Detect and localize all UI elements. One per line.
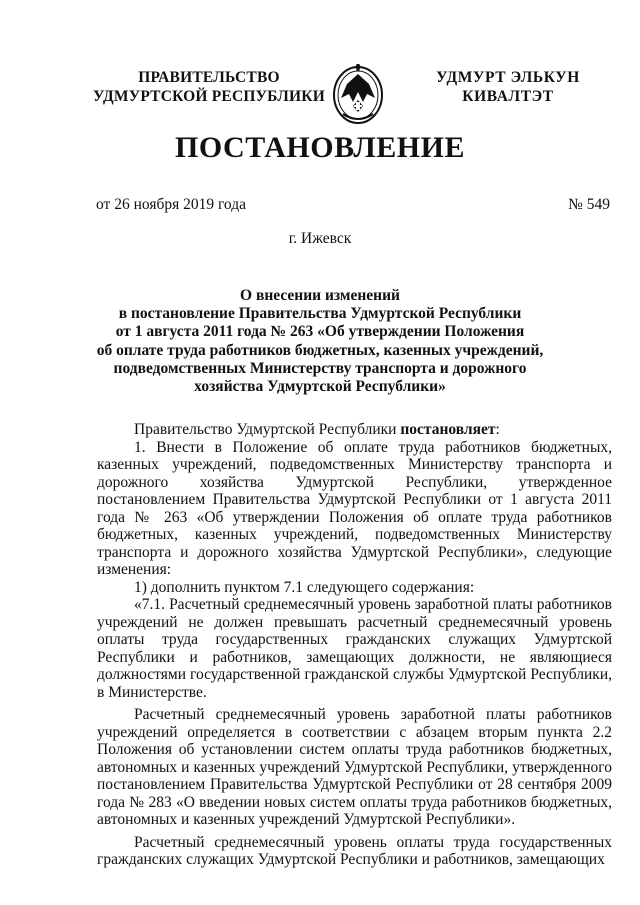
coat-of-arms-icon [329,62,387,128]
document-subject [0,287,640,396]
intro-colon: : [495,421,500,438]
issuer-name-udmurt [418,68,598,106]
subject-line: от 1 августа 2011 года № 263 «Об утверждении Положения [115,323,525,341]
document-header [0,62,640,122]
intro-text: Правительство Удмуртской Республики [134,421,401,438]
issuer-name-russian [84,68,334,106]
body-paragraph: «7.1. Расчетный среднемесячный уровень заработной платы работников учреждений не должен превышать расчетный среднемесячный уровень оплаты труда государственных гражданских служащих Удмуртской Республики и работников, замещающих должности, не являющиеся должностями государственной гражданской службы Удмуртской Республики, в Министерстве. [97,596,612,701]
subject-line: в постановление Правительства Удмуртской Республики [118,305,522,323]
decree-intro-paragraph [97,421,612,439]
subject-line: подведомственных Министерству транспорта и дорожного [113,359,527,377]
document-body [97,421,612,869]
body-paragraph: 1. Внести в Положение об оплате труда работников бюджетных, казенных учреждений, подведомственных Министерству транспорта и дорожного хозяйства Удмуртской Республики, утвержденное постановлением Правительства Удмуртской Республики от 1 августа 2011 года № 263 «Об утверждении Положения об оплате труда работников бюджетных, казенных учреждений, подведомственных Министерству транспорта и дорожного хозяйства Удмуртской Республики», следующие изменения: [97,438,612,578]
issuer-name-line: УДМУРТСКОЙ РЕСПУБЛИКИ [93,88,325,105]
subject-line: об оплате труда работников бюджетных, казенных учреждений, [96,341,544,359]
document-date: от 26 ноября 2019 года [96,196,247,213]
body-paragraph: Расчетный среднемесячный уровень заработной платы работников учреждений определяется в соответствии с абзацем вторым пункта 2.2 Положения об установлении систем оплаты труда работников бюджетных, автономных и казенных учреждений Удмуртской Республики, утвержденного постановлением Правительства Удмуртской Республики от 28 сентября 2009 года № 283 «О введении новых систем оплаты труда работников бюджетных, автономных и казенных учреждений Удмуртской Республики». [97,706,612,828]
issuer-name-line: УДМУРТ ЭЛЬКУН [436,69,580,86]
intro-keyword: постановляет [400,421,496,438]
issuer-name-line: ПРАВИТЕЛЬСТВО [138,69,280,86]
body-paragraph: 1) дополнить пунктом 7.1 следующего содержания: [134,578,475,596]
subject-line: хозяйства Удмуртской Республики» [194,378,446,396]
document-title: ПОСТАНОВЛЕНИЕ [175,131,465,164]
issuer-name-line: КИВАЛТЭТ [462,88,554,105]
subject-line: О внесении изменений [240,287,400,304]
body-paragraph: Расчетный среднемесячный уровень оплаты труда государственных гражданских служащих Удмуртской Республики и работников, замещающих [97,833,612,868]
document-city: г. Ижевск [288,230,352,247]
document-number: № 549 [568,196,610,213]
